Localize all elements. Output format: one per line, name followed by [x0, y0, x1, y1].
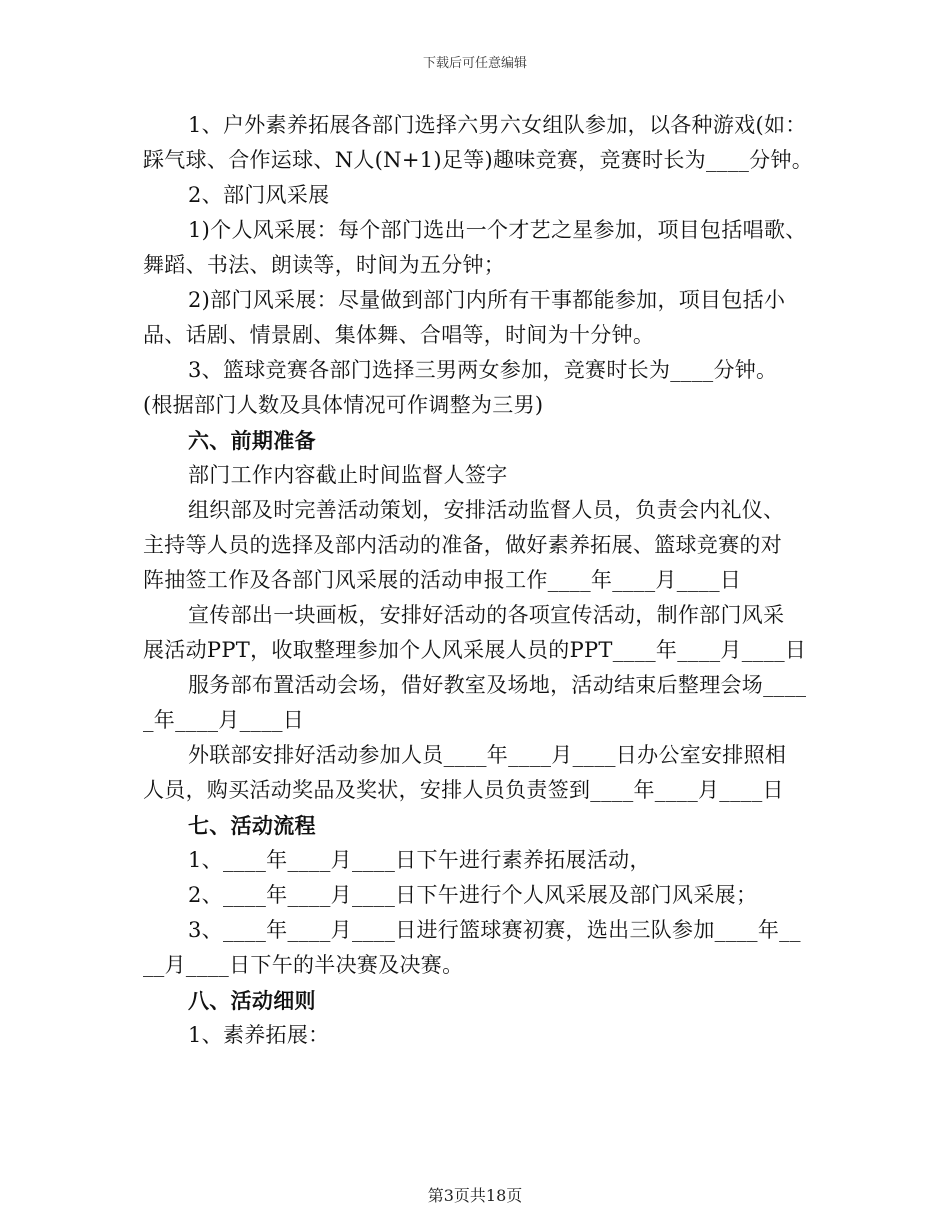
- paragraph-line: 宣传部出一块画板，安排好活动的各项宣传活动，制作部门风采: [188, 603, 785, 627]
- paragraph-line: 1)个人风采展：每个部门选出一个才艺之星参加，项目包括唱歌、: [188, 218, 807, 242]
- paragraph-line: 踩气球、合作运球、N人(N+1)足等)趣味竞赛，竞赛时长为____分钟。: [143, 148, 814, 172]
- paragraph-line: (根据部门人数及具体情况可作调整为三男): [143, 393, 544, 417]
- paragraph-line: 主持等人员的选择及部内活动的准备，做好素养拓展、篮球竞赛的对: [143, 533, 782, 557]
- paragraph-line: 展活动PPT，收取整理参加个人风采展人员的PPT____年____月____日: [143, 638, 807, 662]
- paragraph-line: _年____月____日: [143, 708, 305, 732]
- page-header: 下载后可任意编辑: [422, 56, 527, 71]
- paragraph-line: 人员，购买活动奖品及奖状，安排人员负责签到____年____月____日: [143, 778, 784, 802]
- section-heading: 六、前期准备: [188, 428, 316, 453]
- paragraph-line: 1、户外素养拓展各部门选择六男六女组队参加，以各种游戏(如：: [188, 113, 807, 137]
- page-footer: 第3页共18页: [427, 1186, 523, 1205]
- table-header-line: 部门工作内容截止时间监督人签字: [188, 463, 508, 487]
- paragraph-line: 2)部门风采展：尽量做到部门内所有干事都能参加，项目包括小: [188, 288, 786, 312]
- section-heading: 七、活动流程: [188, 813, 316, 838]
- list-item: 2、____年____月____日下午进行个人风采展及部门风采展；: [188, 883, 758, 907]
- subheading: 2、部门风采展: [188, 183, 330, 207]
- section-heading: 八、活动细则: [188, 988, 316, 1013]
- paragraph-line: 服务部布置活动会场，借好教室及场地，活动结束后整理会场____: [188, 673, 807, 697]
- paragraph-line: 组织部及时完善活动策划，安排活动监督人员，负责会内礼仪、: [188, 498, 785, 522]
- paragraph-line: 品、话剧、情景剧、集体舞、合唱等，时间为十分钟。: [143, 323, 655, 347]
- document-body: [143, 108, 818, 1053]
- paragraph-line: 舞蹈、书法、朗读等，时间为五分钟；: [143, 253, 506, 277]
- paragraph-line: 阵抽签工作及各部门风采展的活动申报工作____年____月____日: [143, 568, 742, 592]
- paragraph-line: 外联部安排好活动参加人员____年____月____日办公室安排照相: [188, 743, 787, 767]
- list-item: __月____日下午的半决赛及决赛。: [143, 953, 464, 977]
- list-item: 1、素养拓展：: [188, 1023, 330, 1047]
- list-item: 1、____年____月____日下午进行素养拓展活动，: [188, 848, 651, 872]
- list-item: 3、____年____月____日进行篮球赛初赛，选出三队参加____年__: [188, 918, 801, 942]
- paragraph-line: 3、篮球竞赛各部门选择三男两女参加，竞赛时长为____分钟。: [188, 358, 778, 382]
